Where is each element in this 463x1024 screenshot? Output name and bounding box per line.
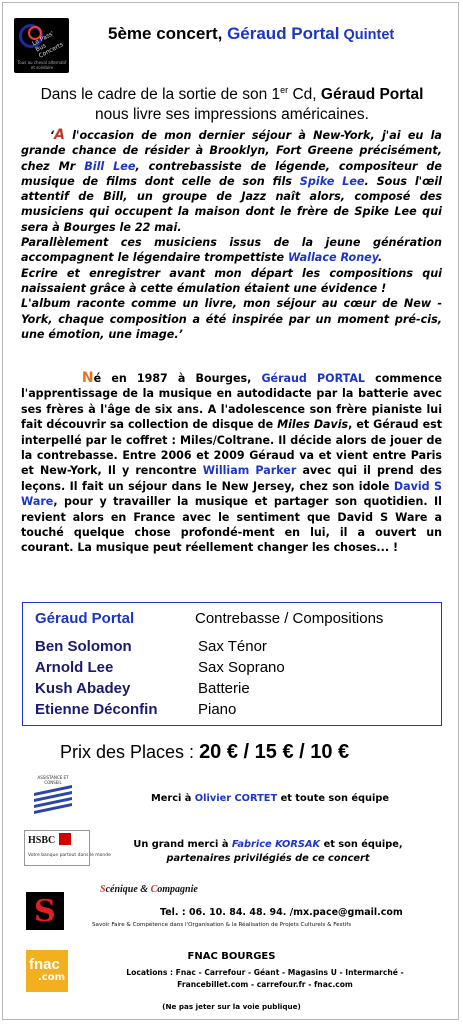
quote-dropcap: A [54, 127, 65, 143]
thanks2-a: Un grand merci à [133, 839, 232, 850]
fnac-title: FNAC BOURGES [187, 951, 276, 962]
scenique-initial-s: S [100, 884, 106, 895]
logo-text: Le Pass' Bus Concerts [31, 30, 65, 60]
scenique-tagline: Savoir Faire & Compétence dans l'Organisation & la Réalisation de Projets Culturels & Festifs [92, 922, 352, 928]
intro-line1-b: Cd, [288, 86, 321, 104]
musician-instrument: Batterie [198, 680, 250, 697]
hsbc-slogan: Votre banque partout dans le monde [28, 853, 111, 858]
quote-close-mark: ’ [178, 327, 183, 341]
title-prefix: 5ème concert, [108, 24, 228, 43]
thanks1-name: Olivier CORTET [194, 793, 278, 804]
link-spike-lee[interactable]: Spike Lee [299, 174, 365, 188]
prices-values: 20 € / 15 € / 10 € [199, 741, 350, 763]
page-title [108, 24, 394, 44]
musician-instrument: Sax Ténor [198, 638, 267, 655]
quote-paragraph-2 [21, 235, 442, 266]
compagnie-word: ompagnie [157, 884, 198, 895]
hsbc-logo [24, 830, 111, 866]
pass-bus-logo [14, 18, 69, 73]
thanks2-b: et son équipe, [320, 839, 403, 850]
link-william-parker[interactable]: William Parker [202, 464, 297, 478]
musician-instrument: Piano [198, 701, 237, 718]
intro-line1-a: Dans le cadre de la sortie de son 1 [40, 86, 281, 104]
musician-name: Etienne Déconfin [35, 701, 158, 718]
ticket-locations [105, 967, 425, 991]
thanks-cortet [120, 793, 420, 804]
scenique-logo [26, 892, 64, 930]
thanks2-name: Fabrice KORSAK [231, 839, 321, 850]
intro-sup: er [280, 85, 289, 95]
bio-b: commence l'apprentissage de la musique en autodidacte par la batterie avec ses frères à l'âge de six ans. A l'adolescence son frère pianiste lui fait découvrir sa collection de disque de [21, 372, 442, 432]
ticket-prices [60, 741, 349, 764]
bio-d: avec qui il prend des leçons. Il fait un séjour dans le New Jersey, chez son idole [21, 464, 442, 493]
logo-subtext: Tous au cheval alternatif et solidaire [17, 60, 67, 70]
intro-artist-name: Géraud Portal [320, 86, 424, 104]
musician-name: Kush Abadey [35, 680, 131, 697]
assistance-conseil-logo [30, 775, 76, 817]
link-david-s-ware[interactable]: David S Ware [21, 479, 442, 509]
title-artist: Géraud Portal [227, 24, 340, 43]
link-geraud-portal[interactable]: Géraud PORTAL [261, 372, 365, 385]
quote-p1-a: l'occasion de mon dernier séjour à New-York, j'ai eu la grande chance de résider à Brooklyn, Fort Greene précisément, chez Mr [21, 129, 442, 173]
intro-text [22, 80, 442, 125]
thanks-korsak [108, 838, 428, 866]
artist-quote [21, 128, 442, 342]
locations-line2: Francebillet.com - carrefour.fr - fnac.com [177, 980, 353, 989]
musician-instrument: Sax Soprano [198, 659, 285, 676]
bio-paragraph [21, 371, 442, 556]
bio-dropcap: N [81, 370, 94, 386]
bio-c: , et Géraud est interpellé par le coffret : Miles/Coltrane. Il décide alors de jouer de la contrebasse. Entre 2006 et 2009 Géraud va et vient entre Paris et New-York, Il y rencontre [21, 418, 443, 478]
quote-open-mark: ‘ [49, 129, 55, 142]
bio-a: é en 1987 à Bourges, [93, 372, 262, 385]
scenique-initial-c: C [150, 884, 158, 895]
fnac-logo-sub: .com [38, 972, 66, 983]
quote-p4: L'album raconte comme un livre, mon séjour au cœur de New -York, chaque composition a été inspirée par un moment pré-cis, une émotion, une image. [21, 297, 442, 341]
link-wallace-roney[interactable]: Wallace Roney [288, 251, 379, 265]
thanks1-a: Merci à [150, 793, 195, 804]
thanks2-line2: partenaires privilégiés de ce concert [166, 853, 370, 864]
musician-name: Géraud Portal [35, 610, 135, 627]
scenique-word: cénique & [105, 884, 151, 895]
bio-e: , pour y travailler la musique et partager son quotidien. Il revient alors en France avec le sentiment que David S Ware a touché quelque chose profondé-ment en lui, il a ouvert un courant. La musique peut réellement changer les choses... ! [21, 495, 442, 555]
locations-line1: Locations : Fnac - Carrefour - Géant - Magasins U - Intermarché - [126, 968, 404, 977]
assist-logo-text: ASSISTANCE ET CONSEIL [37, 775, 69, 785]
scenique-compagnie-title [100, 884, 198, 895]
fnac-logo-text: fnac [29, 956, 60, 973]
quote-paragraph-3: Ecrire et enregistrer avant mon départ les compositions qui naissaient grâce à cette émulation étaient une évidence ! [21, 266, 442, 295]
title-suffix: Quintet [339, 27, 395, 43]
musician-name: Ben Solomon [35, 638, 132, 655]
quote-p1-b: , contrebassiste de légende, compositeur de musique de films dont celle de son fils [21, 159, 442, 188]
musician-instrument: Contrebasse / Compositions [195, 610, 384, 627]
band-lineup [22, 602, 442, 726]
hsbc-logo-text: HSBC [28, 835, 56, 846]
musician-name: Arnold Lee [35, 659, 114, 676]
footer-note: (Ne pas jeter sur la voie publique) [162, 1002, 301, 1011]
intro-line2: nous livre ses impressions américaines. [95, 106, 369, 124]
prices-label: Prix des Places : [60, 742, 200, 762]
quote-p2-b: . [378, 251, 383, 265]
contact-info: Tel. : 06. 10. 84. 48. 94. /mx.pace@gmail.com [160, 907, 403, 918]
hsbc-hexagon-icon [59, 833, 71, 845]
scenique-logo-letter: S [34, 894, 56, 929]
quote-paragraph-4 [21, 296, 442, 342]
quote-paragraph-1 [21, 128, 442, 235]
bio-miles-davis: Miles Davis [277, 418, 349, 432]
link-bill-lee[interactable]: Bill Lee [84, 159, 136, 173]
thanks1-b: et toute son équipe [277, 793, 390, 804]
artist-biography [21, 371, 442, 556]
quote-p1-c: . Sous l'œil attentif de Bill, un groupe de Jazz naît alors, composé des musiciens qui occupent la maison dont le frère de Spike Lee qui sera à Bourges le 22 mai. [21, 174, 443, 234]
quote-p2-a: Parallèlement ces musiciens issus de la jeune génération accompagnent le légendaire trompettiste [21, 236, 442, 265]
